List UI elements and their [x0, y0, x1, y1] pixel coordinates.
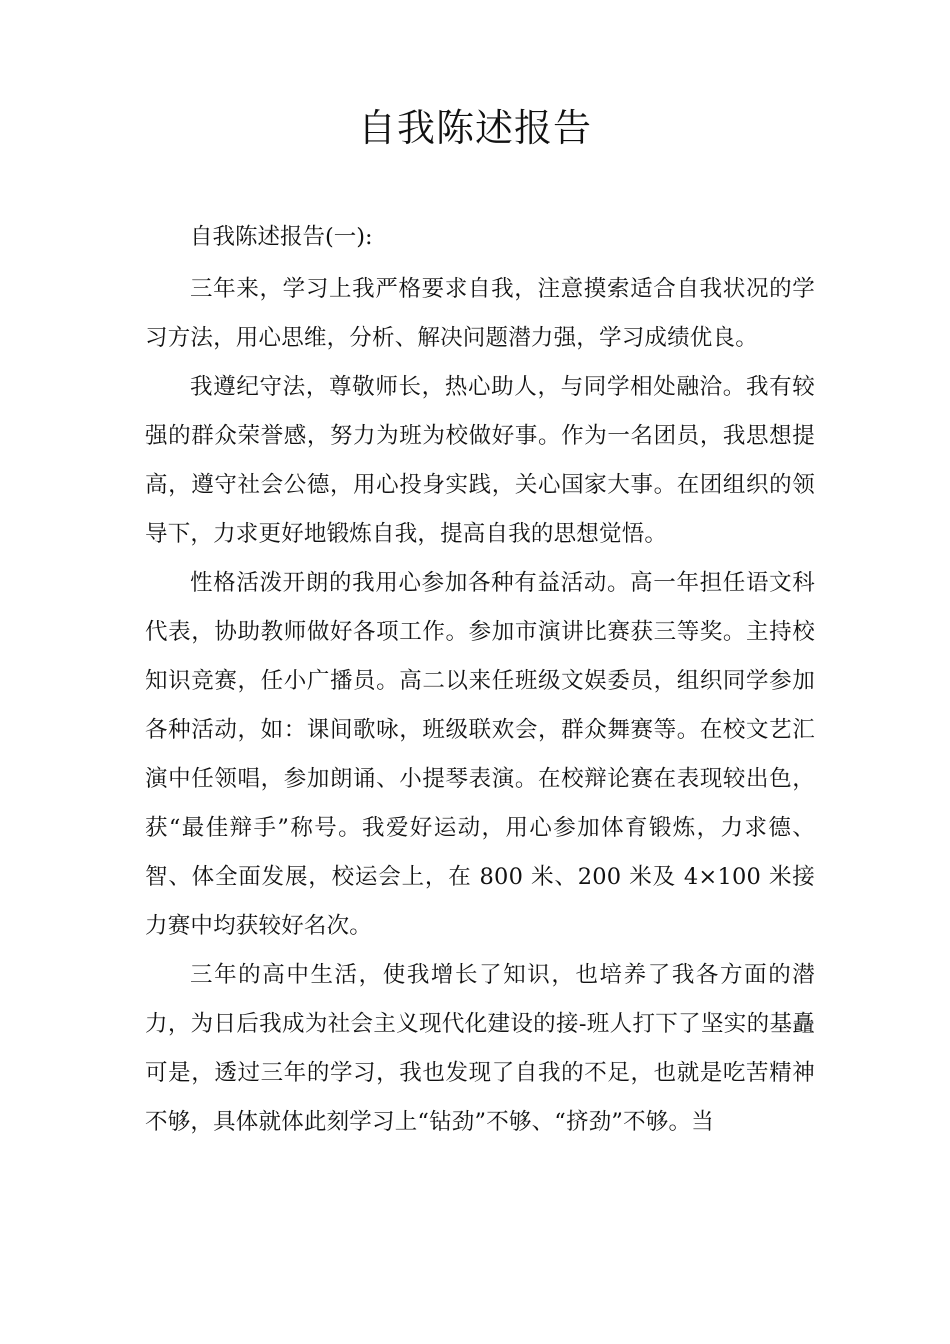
paragraph-activities: 性格活泼开朗的我用心参加各种有益活动。高一年担任语文科代表，协助教师做好各项工作。参加市演讲比赛获三等奖。主持校知识竞赛，任小广播员。高二以来任班级文娱委员，组织同学参加各种活动，如：课间歌咏，班级联欢会，群众舞赛等。在校文艺汇演中任领唱，参加朗诵、小提琴表演。在校辩论赛在表现较出色，获“最佳辩手”称号。我爱好运动，用心参加体育锻炼，力求德、智、体全面发展，校运会上，在 800 米、200 米及 4×100 米接力赛中均获较好名次。: [145, 570, 815, 939]
paragraph-reflection: 三年的高中生活，使我增长了知识，也培养了我各方面的潜力，为日后我成为社会主义现代化建设的接-班人打下了坚实的基矗可是，透过三年的学习，我也发现了自我的不足，也就是吃苦精神不够，具体就体此刻学习上“钻劲”不够、“挤劲”不够。当: [145, 962, 815, 1135]
document-body: [145, 213, 815, 1147]
paragraph-study: 三年来，学习上我严格要求自我，注意摸索适合自我状况的学习方法，用心思维，分析、解决问题潜力强，学习成绩优良。: [145, 276, 815, 351]
paragraph-conduct: 我遵纪守法，尊敬师长，热心助人，与同学相处融洽。我有较强的群众荣誉感，努力为班为校做好事。作为一名团员，我思想提高，遵守社会公德，用心投身实践，关心国家大事。在团组织的领导下，力求更好地锻炼自我，提高自我的思想觉悟。: [145, 374, 815, 547]
section-heading: 自我陈述报告(一):: [190, 224, 373, 250]
document-title: 自我陈述报告: [357, 106, 592, 150]
